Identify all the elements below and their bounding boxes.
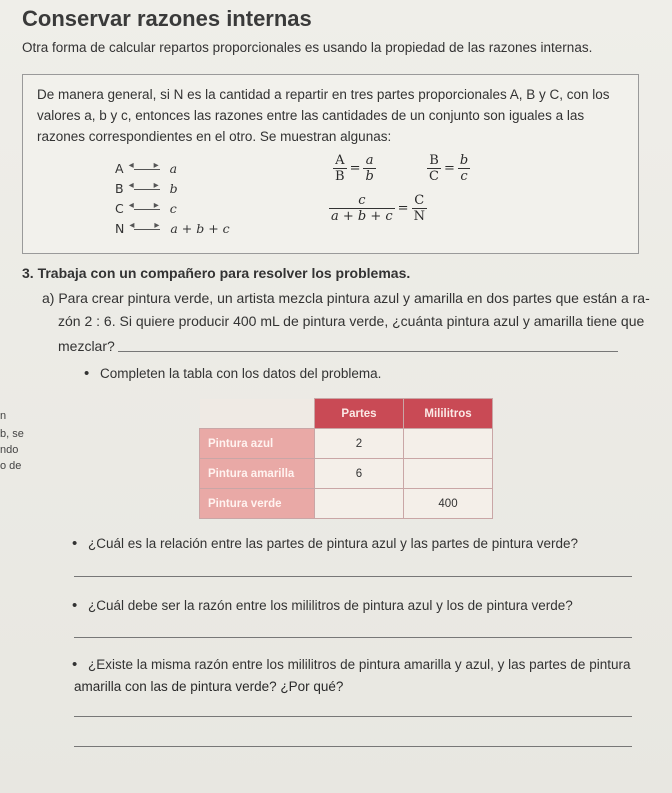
header-partes: Partes bbox=[315, 399, 404, 429]
correspondence-a bbox=[115, 161, 177, 176]
definition-line-2: valores a, b y c, entonces las razones entre las cantidades de un conjunto son iguales a las bbox=[37, 108, 585, 123]
edge-text: b, se bbox=[0, 428, 24, 440]
question-3-cont: amarilla con las de pintura verde? ¿Por qué? bbox=[74, 679, 344, 694]
answer-line[interactable] bbox=[74, 637, 632, 638]
row-label: Pintura verde bbox=[200, 489, 315, 519]
problem-heading: 3. Trabaja con un compañero para resolver los problemas. bbox=[22, 265, 411, 281]
corr-left: N bbox=[115, 221, 125, 236]
paint-table bbox=[199, 398, 493, 519]
corr-right: b bbox=[169, 181, 178, 196]
denominator: b bbox=[365, 169, 374, 184]
intro-text: Otra forma de calcular repartos proporcionales es usando la propiedad de las razones internas. bbox=[22, 40, 593, 55]
problem-a-line-1: a) Para crear pintura verde, un artista mezcla pintura azul y amarilla en dos partes que están a ra- bbox=[42, 290, 650, 306]
corr-right: a + b + c bbox=[170, 221, 230, 236]
equals-sign: = bbox=[349, 161, 361, 176]
answer-line[interactable] bbox=[118, 351, 618, 352]
numerator: b bbox=[459, 153, 469, 168]
correspondence-c bbox=[115, 201, 177, 216]
table-row bbox=[200, 459, 493, 489]
problem-a-line-2: zón 2 : 6. Si quiere producir 400 mL de pintura verde, ¿cuánta pintura azul y amarilla tiene que bbox=[58, 313, 645, 329]
header-mililitros: Mililitros bbox=[404, 399, 493, 429]
correspondence-n bbox=[115, 221, 230, 236]
corr-right: a bbox=[169, 161, 178, 176]
fraction bbox=[427, 153, 441, 184]
numerator: c bbox=[329, 193, 395, 209]
table-corner bbox=[200, 399, 315, 429]
denominator: c bbox=[460, 169, 468, 184]
problem-a-line-3: mezclar? bbox=[58, 338, 115, 354]
definition-line-1: De manera general, si N es la cantidad a repartir en tres partes proporcionales A, B y C, con los bbox=[37, 87, 610, 102]
row-label: Pintura amarilla bbox=[200, 459, 315, 489]
corr-right: c bbox=[169, 201, 177, 216]
correspondence-b bbox=[115, 181, 178, 196]
formula-cn bbox=[329, 193, 427, 224]
fraction bbox=[329, 193, 395, 224]
question-2: • ¿Cuál debe ser la razón entre los mililitros de pintura azul y los de pintura verde? bbox=[88, 598, 573, 613]
formula-bc bbox=[427, 153, 470, 184]
edge-text: n bbox=[0, 410, 7, 422]
equals-sign: = bbox=[397, 201, 409, 216]
cell-partes: 2 bbox=[315, 429, 404, 459]
denominator: C bbox=[429, 169, 439, 184]
double-arrow-icon bbox=[130, 185, 164, 195]
definition-line-3: razones correspondientes en el otro. Se muestran algunas: bbox=[37, 129, 392, 144]
numerator: C bbox=[412, 193, 427, 209]
corr-left: B bbox=[115, 181, 124, 196]
table-header-row bbox=[200, 399, 493, 429]
fraction bbox=[458, 153, 470, 184]
table-row bbox=[200, 489, 493, 519]
corr-left: C bbox=[115, 201, 124, 216]
section-title: Conservar razones internas bbox=[22, 6, 312, 31]
fraction bbox=[333, 153, 347, 184]
bullet-table-instruction: • Completen la tabla con los datos del problema. bbox=[100, 366, 381, 381]
question-3: • ¿Existe la misma razón entre los mililitros de pintura amarilla y azul, y las partes de pintura bbox=[88, 657, 630, 672]
edge-text: o de bbox=[0, 460, 22, 472]
corr-left: A bbox=[115, 161, 124, 176]
cell-partes: 6 bbox=[315, 459, 404, 489]
definition-box bbox=[22, 74, 639, 254]
denominator: B bbox=[335, 169, 345, 184]
edge-text: ndo bbox=[0, 444, 19, 456]
denominator: a + b + c bbox=[331, 209, 393, 224]
answer-line[interactable] bbox=[74, 716, 632, 717]
question-1: • ¿Cuál es la relación entre las partes de pintura azul y las partes de pintura verde? bbox=[88, 536, 578, 551]
numerator: B bbox=[427, 153, 441, 169]
cell-mililitros[interactable] bbox=[404, 459, 493, 489]
formula-ab bbox=[333, 153, 376, 184]
cell-mililitros: 400 bbox=[404, 489, 493, 519]
numerator: a bbox=[363, 153, 375, 169]
double-arrow-icon bbox=[130, 225, 164, 235]
table-row bbox=[200, 429, 493, 459]
answer-line[interactable] bbox=[74, 576, 632, 577]
answer-line[interactable] bbox=[74, 746, 632, 747]
cell-partes[interactable] bbox=[315, 489, 404, 519]
fraction bbox=[412, 193, 427, 224]
denominator: N bbox=[413, 209, 425, 224]
equals-sign: = bbox=[443, 161, 455, 176]
row-label: Pintura azul bbox=[200, 429, 315, 459]
fraction bbox=[363, 153, 375, 184]
double-arrow-icon bbox=[130, 165, 164, 175]
numerator: A bbox=[333, 153, 347, 169]
cell-mililitros[interactable] bbox=[404, 429, 493, 459]
double-arrow-icon bbox=[130, 205, 164, 215]
